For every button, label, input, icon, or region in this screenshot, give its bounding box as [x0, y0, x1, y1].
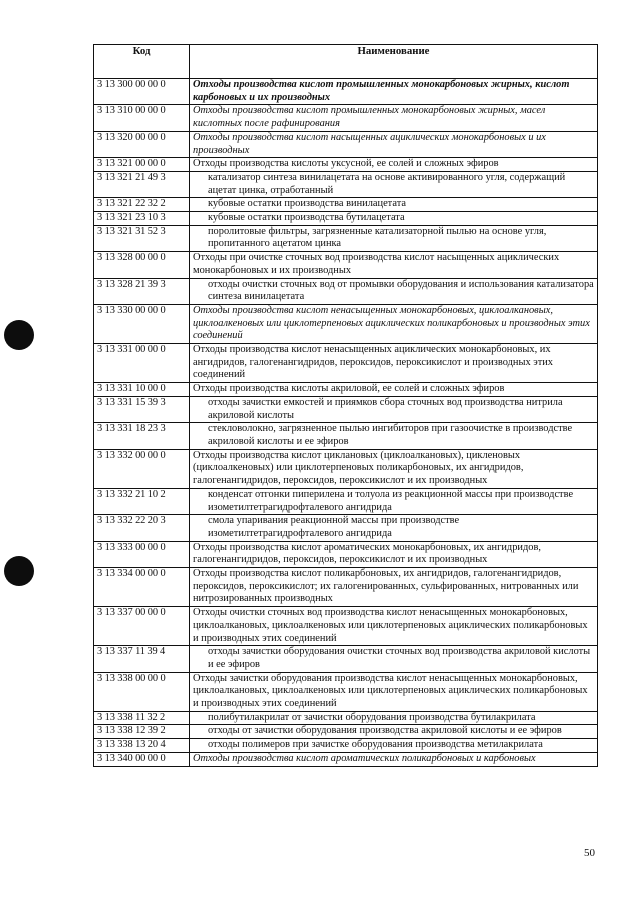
- waste-name-cell: Отходы производства кислот ароматических монокарбоновых, их ангидридов, галогенангидридов, пероксидов, пероксикислот и их производных: [190, 541, 598, 567]
- waste-code-cell: 3 13 321 31 52 3: [94, 225, 190, 251]
- table-row: [94, 252, 598, 278]
- table-row: [94, 607, 598, 646]
- waste-code-cell: 3 13 330 00 00 0: [94, 304, 190, 343]
- table-row: [94, 344, 598, 383]
- table-row: [94, 568, 598, 607]
- waste-code-cell: 3 13 300 00 00 0: [94, 79, 190, 105]
- table-row: [94, 278, 598, 304]
- waste-code-cell: 3 13 321 21 49 3: [94, 171, 190, 197]
- waste-code-cell: 3 13 340 00 00 0: [94, 752, 190, 766]
- page-number: 50: [584, 847, 595, 859]
- table-row: [94, 449, 598, 488]
- waste-name-cell: отходы зачистки емкостей и приямков сбора сточных вод производства нитрила акриловой кислоты: [190, 396, 598, 422]
- waste-code-cell: 3 13 321 23 10 3: [94, 212, 190, 226]
- waste-name-cell: Отходы производства кислот циклановых (циклоалкановых), цикленовых (циклоалкеновых) или циклотерпеновых поликарбоновых, их ангидридов, галогенангидридов, пероксидов, пероксикислот и их производных: [190, 449, 598, 488]
- table-row: [94, 423, 598, 449]
- waste-code-cell: 3 13 321 22 32 2: [94, 198, 190, 212]
- waste-code-cell: 3 13 331 18 23 3: [94, 423, 190, 449]
- table-header-row: [94, 45, 598, 79]
- waste-code-cell: 3 13 328 00 00 0: [94, 252, 190, 278]
- waste-classification-table: [93, 44, 598, 767]
- table-row: [94, 672, 598, 711]
- waste-name-cell: полибутилакрилат от зачистки оборудования производства бутилакрилата: [190, 711, 598, 725]
- waste-code-cell: 3 13 331 10 00 0: [94, 383, 190, 397]
- waste-name-cell: Отходы производства кислот ненасыщенных ациклических монокарбоновых, их ангидридов, галогенангидридов, пероксидов, пероксикислот и производных этих соединений: [190, 344, 598, 383]
- waste-code-cell: 3 13 328 21 39 3: [94, 278, 190, 304]
- table-row: [94, 541, 598, 567]
- waste-name-cell: кубовые остатки производства винилацетата: [190, 198, 598, 212]
- waste-code-cell: 3 13 332 00 00 0: [94, 449, 190, 488]
- waste-code-cell: 3 13 331 15 39 3: [94, 396, 190, 422]
- table-row: [94, 198, 598, 212]
- waste-name-cell: Отходы зачистки оборудования производства кислот ненасыщенных монокарбоновых, циклоалкановых, циклоалкеновых или циклотерпеновых ациклических поликарбоновых и производных этих соединений: [190, 672, 598, 711]
- waste-name-cell: Отходы производства кислот поликарбоновых, их ангидридов, галогенангидридов, пероксидов, пероксикислот; их галогенированных, сульфированных, нитрованных или нитрозированных производных: [190, 568, 598, 607]
- table-row: [94, 488, 598, 514]
- waste-name-cell: катализатор синтеза винилацетата на основе активированного угля, содержащий ацетат цинка, отработанный: [190, 171, 598, 197]
- table-row: [94, 383, 598, 397]
- waste-name-cell: Отходы производства кислот ароматических поликарбоновых и карбоновых: [190, 752, 598, 766]
- waste-name-cell: Отходы производства кислот промышленных монокарбоновых жирных, масел кислотных после рафинирования: [190, 105, 598, 131]
- table-body: [94, 79, 598, 767]
- punch-hole-lower: [4, 556, 34, 586]
- table-row: [94, 711, 598, 725]
- waste-name-cell: Отходы производства кислот промышленных монокарбоновых жирных, кислот карбоновых и их производных: [190, 79, 598, 105]
- waste-name-cell: отходы полимеров при зачистке оборудования производства метилакрилата: [190, 739, 598, 753]
- waste-code-cell: 3 13 333 00 00 0: [94, 541, 190, 567]
- waste-code-cell: 3 13 338 13 20 4: [94, 739, 190, 753]
- waste-code-cell: 3 13 338 00 00 0: [94, 672, 190, 711]
- waste-name-cell: кубовые остатки производства бутилацетата: [190, 212, 598, 226]
- waste-code-cell: 3 13 332 21 10 2: [94, 488, 190, 514]
- table-row: [94, 131, 598, 157]
- waste-code-cell: 3 13 331 00 00 0: [94, 344, 190, 383]
- waste-code-cell: 3 13 334 00 00 0: [94, 568, 190, 607]
- waste-name-cell: отходы зачистки оборудования очистки сточных вод производства акриловой кислоты и ее эфиров: [190, 646, 598, 672]
- waste-name-cell: смола упаривания реакционной массы при производстве изометилтетрагидрофталевого ангидрида: [190, 515, 598, 541]
- waste-name-cell: отходы от зачистки оборудования производства акриловой кислоты и ее эфиров: [190, 725, 598, 739]
- waste-name-cell: Отходы при очистке сточных вод производства кислот насыщенных ациклических монокарбоновых и их производных: [190, 252, 598, 278]
- waste-name-cell: стекловолокно, загрязненное пылью ингибиторов при газоочистке в производстве акриловой кислоты и ее эфиров: [190, 423, 598, 449]
- table-row: [94, 396, 598, 422]
- waste-code-cell: 3 13 337 00 00 0: [94, 607, 190, 646]
- waste-code-cell: 3 13 320 00 00 0: [94, 131, 190, 157]
- waste-name-cell: Отходы производства кислот ненасыщенных монокарбоновых, циклоалкановых, циклоалкеновых или циклотерпеновых ациклических поликарбоновых и производных этих соединений: [190, 304, 598, 343]
- table-row: [94, 304, 598, 343]
- table-row: [94, 212, 598, 226]
- waste-name-cell: Отходы производства кислоты уксусной, ее солей и сложных эфиров: [190, 158, 598, 172]
- waste-name-cell: Отходы производства кислоты акриловой, ее солей и сложных эфиров: [190, 383, 598, 397]
- waste-code-cell: 3 13 338 12 39 2: [94, 725, 190, 739]
- table-row: [94, 171, 598, 197]
- table-row: [94, 515, 598, 541]
- table-row: [94, 752, 598, 766]
- waste-code-cell: 3 13 338 11 32 2: [94, 711, 190, 725]
- waste-name-cell: Отходы производства кислот насыщенных ациклических монокарбоновых и их производных: [190, 131, 598, 157]
- waste-code-cell: 3 13 337 11 39 4: [94, 646, 190, 672]
- waste-code-cell: 3 13 321 00 00 0: [94, 158, 190, 172]
- column-header-code: Код: [94, 45, 190, 79]
- punch-hole-upper: [4, 320, 34, 350]
- column-header-name: Наименование: [190, 45, 598, 79]
- table-row: [94, 158, 598, 172]
- waste-code-cell: 3 13 332 22 20 3: [94, 515, 190, 541]
- table-row: [94, 739, 598, 753]
- table-row: [94, 225, 598, 251]
- table-row: [94, 105, 598, 131]
- waste-code-cell: 3 13 310 00 00 0: [94, 105, 190, 131]
- waste-name-cell: Отходы очистки сточных вод производства кислот ненасыщенных монокарбоновых, циклоалкановых, циклоалкеновых или циклотерпеновых ациклических поликарбоновых и производных этих соединений: [190, 607, 598, 646]
- table-row: [94, 79, 598, 105]
- waste-name-cell: поролитовые фильтры, загрязненные катализаторной пылью на основе угля, пропитанного ацетатом цинка: [190, 225, 598, 251]
- table-row: [94, 646, 598, 672]
- waste-name-cell: конденсат отгонки пиперилена и толуола из реакционной массы при производстве изометилтетрагидрофталевого ангидрида: [190, 488, 598, 514]
- table-row: [94, 725, 598, 739]
- waste-name-cell: отходы очистки сточных вод от промывки оборудования и использования катализатора синтеза винилацетата: [190, 278, 598, 304]
